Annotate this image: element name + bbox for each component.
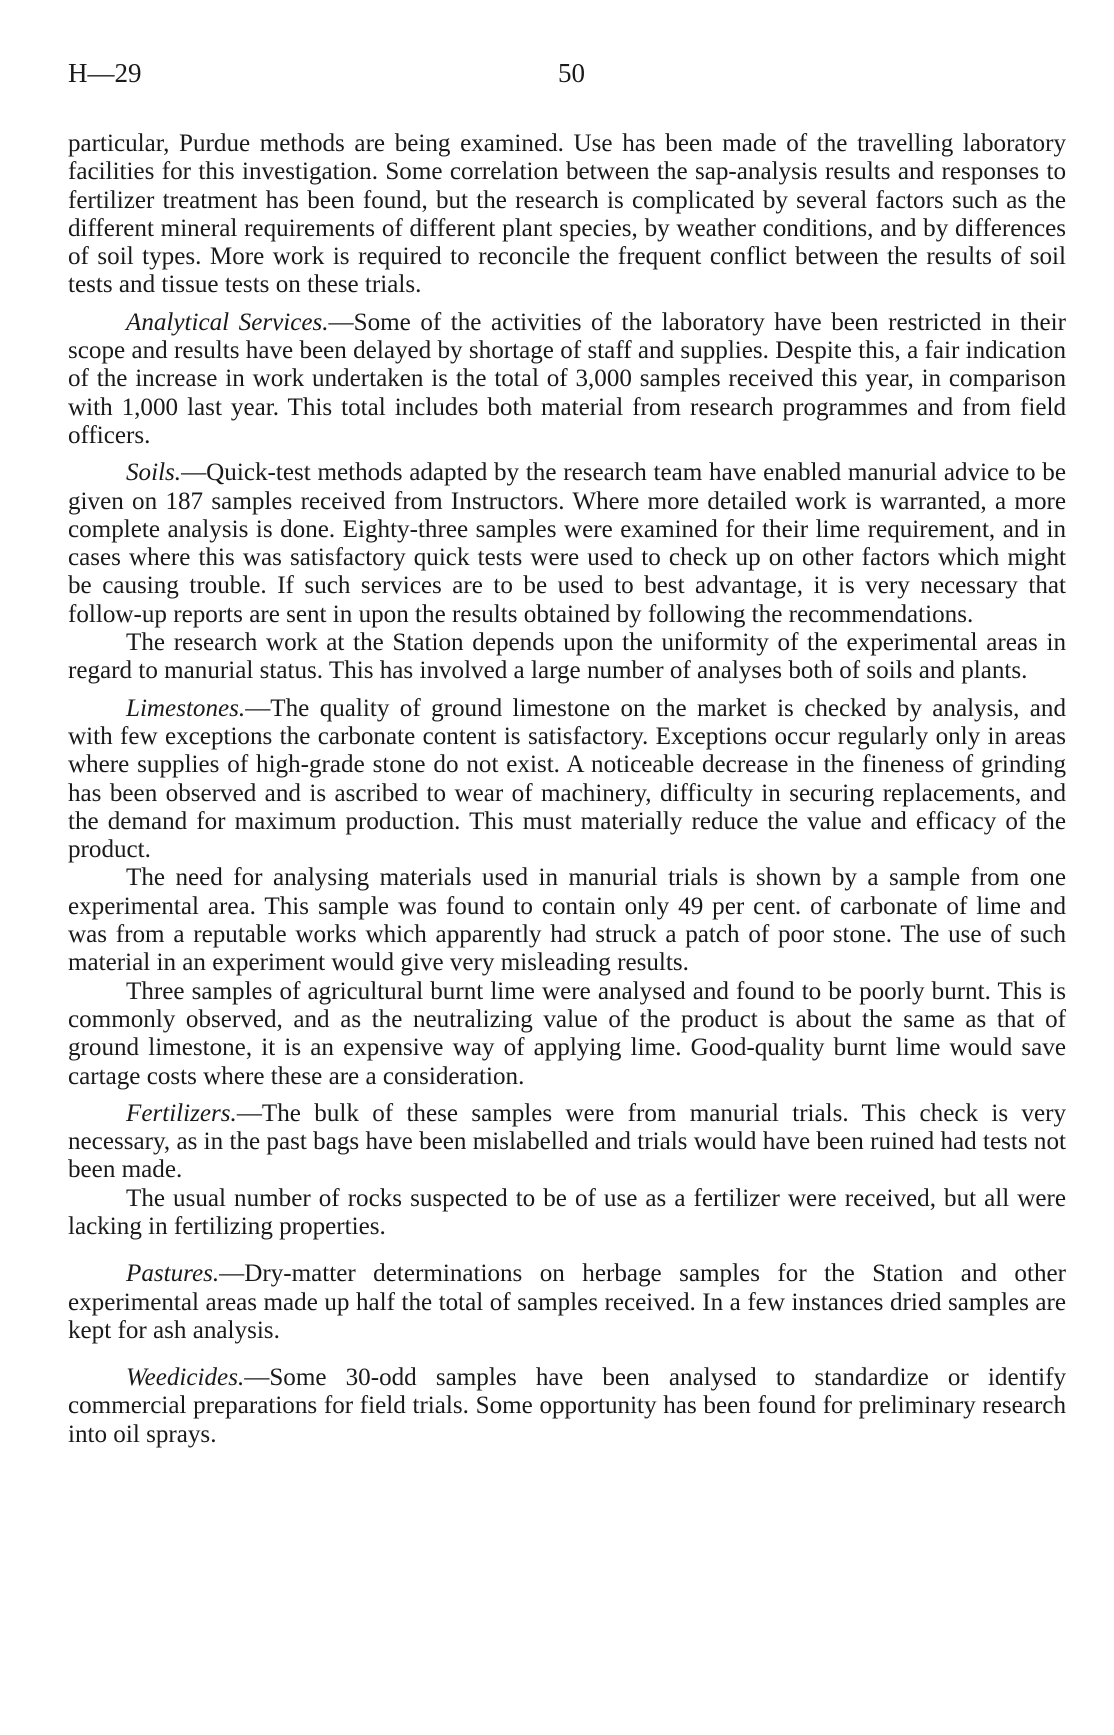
document-reference: H—29 [68,58,142,88]
paragraph-burnt-lime [68,978,1066,1091]
section-heading-limestones: Limestones. [126,694,246,722]
paragraph-fertilizers [68,1100,1066,1185]
paragraph-research-work [68,629,1066,686]
paragraph-weedicides [68,1364,1066,1449]
section-heading-analytical-services: Analytical Services. [126,308,329,336]
paragraph-rocks [68,1185,1066,1242]
paragraph-soils [68,459,1066,629]
document-page [68,52,1067,1448]
paragraph-text: The research work at the Station depends upon the uniformity of the experimental areas in regard to manurial status. This has involved a large number of analyses both of soils and plants. [68,629,1066,685]
paragraph-text: The need for analysing materials used in manurial trials is shown by a sample from one experimental area. This sample was found to contain only 49 per cent. of carbonate of lime and was from a reputable works which apparently had struck a patch of poor stone. The use of such material in an experiment would give very misleading results. [68,864,1066,977]
paragraph-text: —Quick-test methods adapted by the research team have enabled manurial advice to be given on 187 samples received from Instructors. Where more detailed work is warranted, a more complete analysis is done. Eighty-three samples were examined for their lime requirement, and in cases where this was satisfactory quick tests were used to check up on other factors which might be causing trouble. If such services are to be used to best advantage, it is very necessary that follow-up reports are sent in upon the results obtained by following the recommendations. [68,459,1066,628]
paragraph-text: —The quality of ground limestone on the market is checked by analysis, and with few exceptions the carbonate content is satisfactory. Exceptions occur regularly only in areas where supplies of high-grade stone do not exist. A noticeable decrease in the fineness of grinding has been observed and is ascribed to wear of machinery, difficulty in securing replacements, and the demand for maximum production. This must materially reduce the value and efficacy of the product. [68,694,1066,864]
paragraph-limestones [68,695,1066,865]
paragraph-text: particular, Purdue methods are being examined. Use has been made of the travelling laboratory facilities for this investigation. Some correlation between the sap-analysis results and responses to fertilizer treatment has been found, but the research is complicated by several factors such as the different mineral requirements of different plant species, by weather conditions, and by differences of soil types. More work is required to reconcile the frequent conflict between the results of soil tests and tissue tests on these trials. [68,130,1066,299]
paragraph-text: The usual number of rocks suspected to be of use as a fertilizer were received, but all were lacking in fertilizing properties. [68,1184,1066,1240]
page-header [68,52,1066,92]
paragraph-text: —Some of the activities of the laboratory have been restricted in their scope and results have been delayed by shortage of staff and supplies. Despite this, a fair indication of the increase in work undertaken is the total of 3,000 samples received this year, in comparison with 1,000 last year. This total includes both material from research programmes and from field officers. [68,308,1067,449]
section-heading-weedicides: Weedicides. [126,1364,245,1392]
paragraph-text: Three samples of agricultural burnt lime were analysed and found to be poorly burnt. This is commonly observed, and as the neutralizing value of the product is about the same as that of ground limestone, it is an expensive way of applying lime. Good-quality burnt lime would save cartage costs where these are a consideration. [68,977,1066,1090]
paragraph-need-for-analysing [68,864,1066,977]
paragraph-text: —Dry-matter determinations on herbage samples for the Station and other experimental areas made up half the total of samples received. In a few instances dried samples are kept for ash analysis. [68,1260,1066,1344]
paragraph-text: —The bulk of these samples were from manurial trials. This check is very necessary, as in the past bags have been mislabelled and trials would have been ruined had tests not been made. [68,1099,1066,1184]
section-heading-soils: Soils. [126,459,182,487]
paragraph-analytical-services [68,309,1066,450]
paragraph-continuation [68,130,1066,300]
section-heading-fertilizers: Fertilizers. [126,1099,237,1127]
page-body [68,130,1066,1449]
paragraph-pastures [68,1260,1066,1345]
paragraph-text: —Some 30-odd samples have been analysed to standardize or identify commercial preparations for field trials. Some opportunity has been found for preliminary research into oil sprays. [68,1364,1066,1448]
section-heading-pastures: Pastures. [126,1260,220,1288]
page-number: 50 [558,58,585,88]
